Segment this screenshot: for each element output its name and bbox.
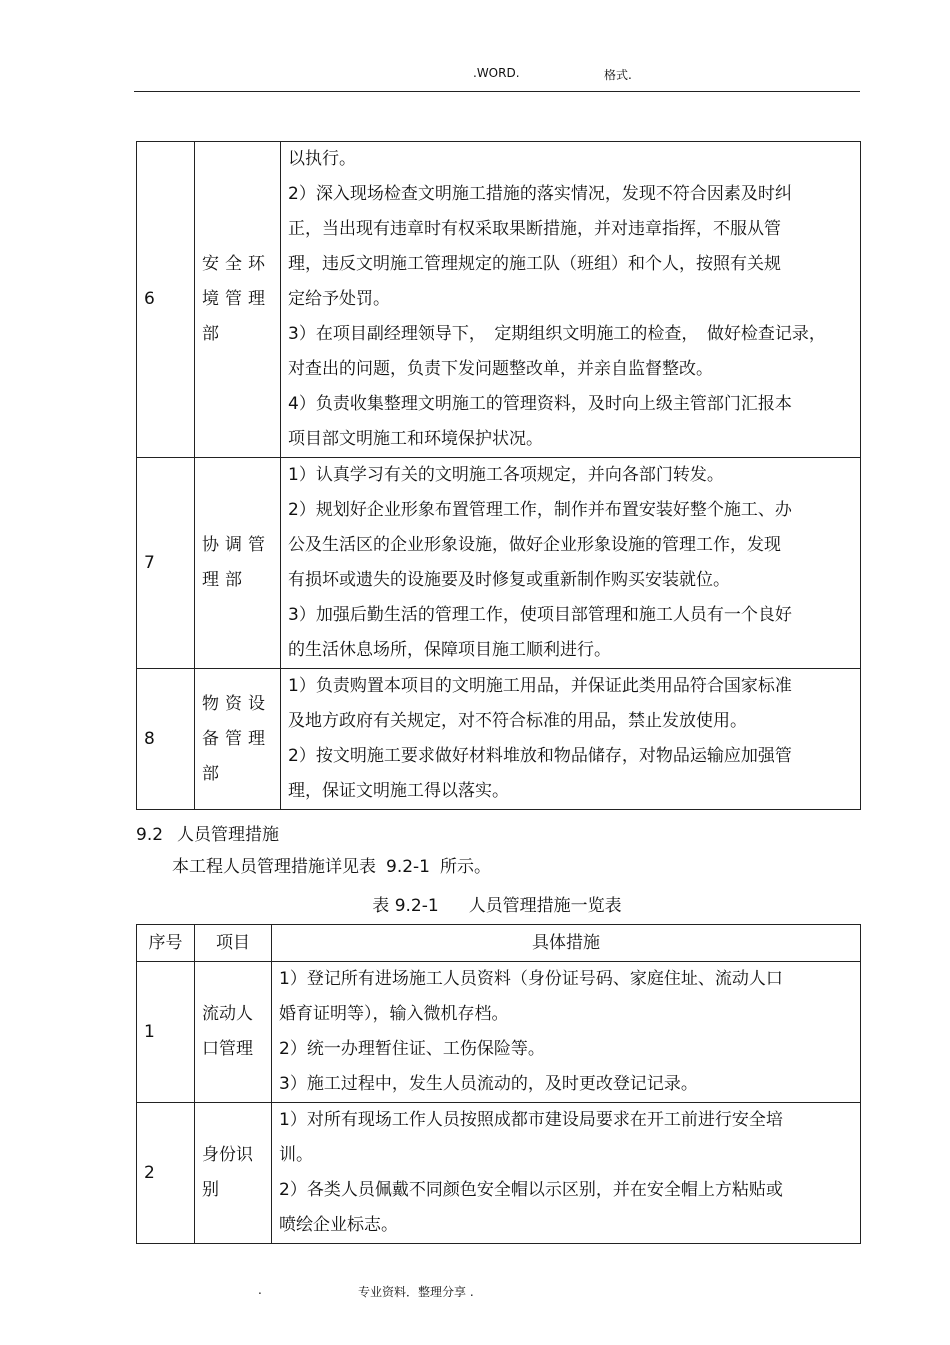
content-line: 喷绘企业标志。 — [279, 1215, 398, 1235]
row-number: 7 — [137, 458, 195, 669]
item-name — [195, 962, 272, 1103]
column-header: 序号 — [137, 925, 195, 962]
item-line: 身份识 — [202, 1145, 253, 1165]
section-title: 人员管理措施 — [177, 825, 280, 845]
row-number: 2 — [137, 1103, 195, 1244]
body-paragraph — [172, 852, 491, 877]
department-line: 部 — [202, 763, 225, 784]
content-line: 1）登记所有进场施工人员资料（身份证号码、家庭住址、流动人口 — [279, 969, 783, 989]
header-rule — [134, 91, 860, 92]
content-line: 公及生活区的企业形象设施，做好企业形象设施的管理工作，发现 — [288, 535, 781, 555]
footer-text: 专业资料．整理分享 . — [358, 1285, 474, 1299]
content-line: 1）负责购置本项目的文明施工用品，并保证此类用品符合国家标准 — [288, 676, 792, 696]
duty-content — [281, 669, 861, 810]
content-line: 1）对所有现场工作人员按照成都市建设局要求在开工前进行安全培 — [279, 1110, 783, 1130]
content-line: 项目部文明施工和环境保护状况。 — [288, 429, 543, 449]
caption-number: 表 9.2-1 — [372, 896, 439, 916]
department-name — [195, 458, 281, 669]
footer-dot: . — [258, 1283, 262, 1297]
content-line: 对查出的问题，负责下发问题整改单，并亲自监督整改。 — [288, 359, 713, 379]
table-row — [137, 962, 861, 1103]
content-line: 以执行。 — [288, 149, 356, 169]
section-heading — [136, 820, 293, 845]
row-number: 6 — [137, 142, 195, 458]
table-header-row — [137, 925, 861, 962]
content-line: 2）各类人员佩戴不同颜色安全帽以示区别，并在安全帽上方粘贴或 — [279, 1180, 783, 1200]
paragraph-text-end: 所示。 — [440, 857, 491, 877]
row-number: 1 — [137, 962, 195, 1103]
content-line: 3）加强后勤生活的管理工作，使项目部管理和施工人员有一个良好 — [288, 605, 792, 625]
content-line: 2）规划好企业形象布置管理工作，制作并布置安装好整个施工、办 — [288, 500, 792, 520]
department-name — [195, 669, 281, 810]
responsibility-table — [136, 141, 861, 810]
table-row — [137, 669, 861, 810]
row-number: 8 — [137, 669, 195, 810]
caption-title: 人员管理措施一览表 — [468, 896, 622, 916]
column-header: 具体措施 — [272, 925, 861, 962]
item-line: 流动人 — [202, 1004, 253, 1024]
department-line: 物资设 — [202, 693, 271, 714]
item-line: 口管理 — [202, 1039, 253, 1059]
table-reference: 9.2-1 — [386, 857, 430, 877]
content-line: 2）统一办理暂住证、工伤保险等。 — [279, 1039, 545, 1059]
table-row — [137, 142, 861, 458]
content-line: 的生活休息场所，保障项目施工顺利进行。 — [288, 640, 611, 660]
content-line: 训。 — [279, 1145, 313, 1165]
department-name — [195, 142, 281, 458]
table-row — [137, 458, 861, 669]
personnel-measures-table — [136, 924, 861, 1244]
department-line: 协调管 — [202, 535, 271, 555]
content-line: 4）负责收集整理文明施工的管理资料，及时向上级主管部门汇报本 — [288, 394, 792, 414]
content-line: 3）施工过程中，发生人员流动的，及时更改登记记录。 — [279, 1074, 698, 1094]
item-name — [195, 1103, 272, 1244]
department-line: 部 — [202, 324, 225, 344]
content-line: 有损坏或遗失的设施要及时修复或重新制作购买安装就位。 — [288, 570, 730, 590]
content-line: 1）认真学习有关的文明施工各项规定，并向各部门转发。 — [288, 465, 724, 485]
department-line: 境管理 — [202, 289, 271, 309]
column-header: 项目 — [195, 925, 272, 962]
header-word-label: .WORD. — [473, 66, 520, 80]
duty-content — [281, 142, 861, 458]
department-line: 备管理 — [202, 728, 271, 749]
content-line: 理，违反文明施工管理规定的施工队（班组）和个人，按照有关规 — [288, 254, 781, 274]
content-line: 定给予处罚。 — [288, 289, 390, 309]
content-line: 2）深入现场检查文明施工措施的落实情况，发现不符合因素及时纠 — [288, 184, 792, 204]
duty-content — [281, 458, 861, 669]
content-line: 2）按文明施工要求做好材料堆放和物品储存，对物品运输应加强管 — [288, 746, 792, 766]
table-caption — [0, 891, 950, 916]
table-row — [137, 1103, 861, 1244]
measure-content — [272, 1103, 861, 1244]
item-line: 别 — [202, 1180, 219, 1200]
header-format-label: 格式. — [604, 68, 632, 82]
content-line: 及地方政府有关规定，对不符合标准的用品，禁止发放使用。 — [288, 711, 747, 731]
paragraph-text: 本工程人员管理措施详见表 — [172, 857, 376, 877]
content-line: 正，当出现有违章时有权采取果断措施，并对违章指挥，不服从管 — [288, 219, 781, 239]
content-line: 3）在项目副经理领导下， 定期组织文明施工的检查， 做好检查记录， — [288, 324, 826, 344]
section-number: 9.2 — [136, 825, 164, 845]
department-line: 理部 — [202, 570, 248, 590]
page-header — [0, 66, 950, 86]
content-line: 婚育证明等），输入微机存档。 — [279, 1004, 509, 1024]
department-line: 安全环 — [202, 254, 271, 274]
measure-content — [272, 962, 861, 1103]
content-line: 理，保证文明施工得以落实。 — [288, 781, 509, 801]
